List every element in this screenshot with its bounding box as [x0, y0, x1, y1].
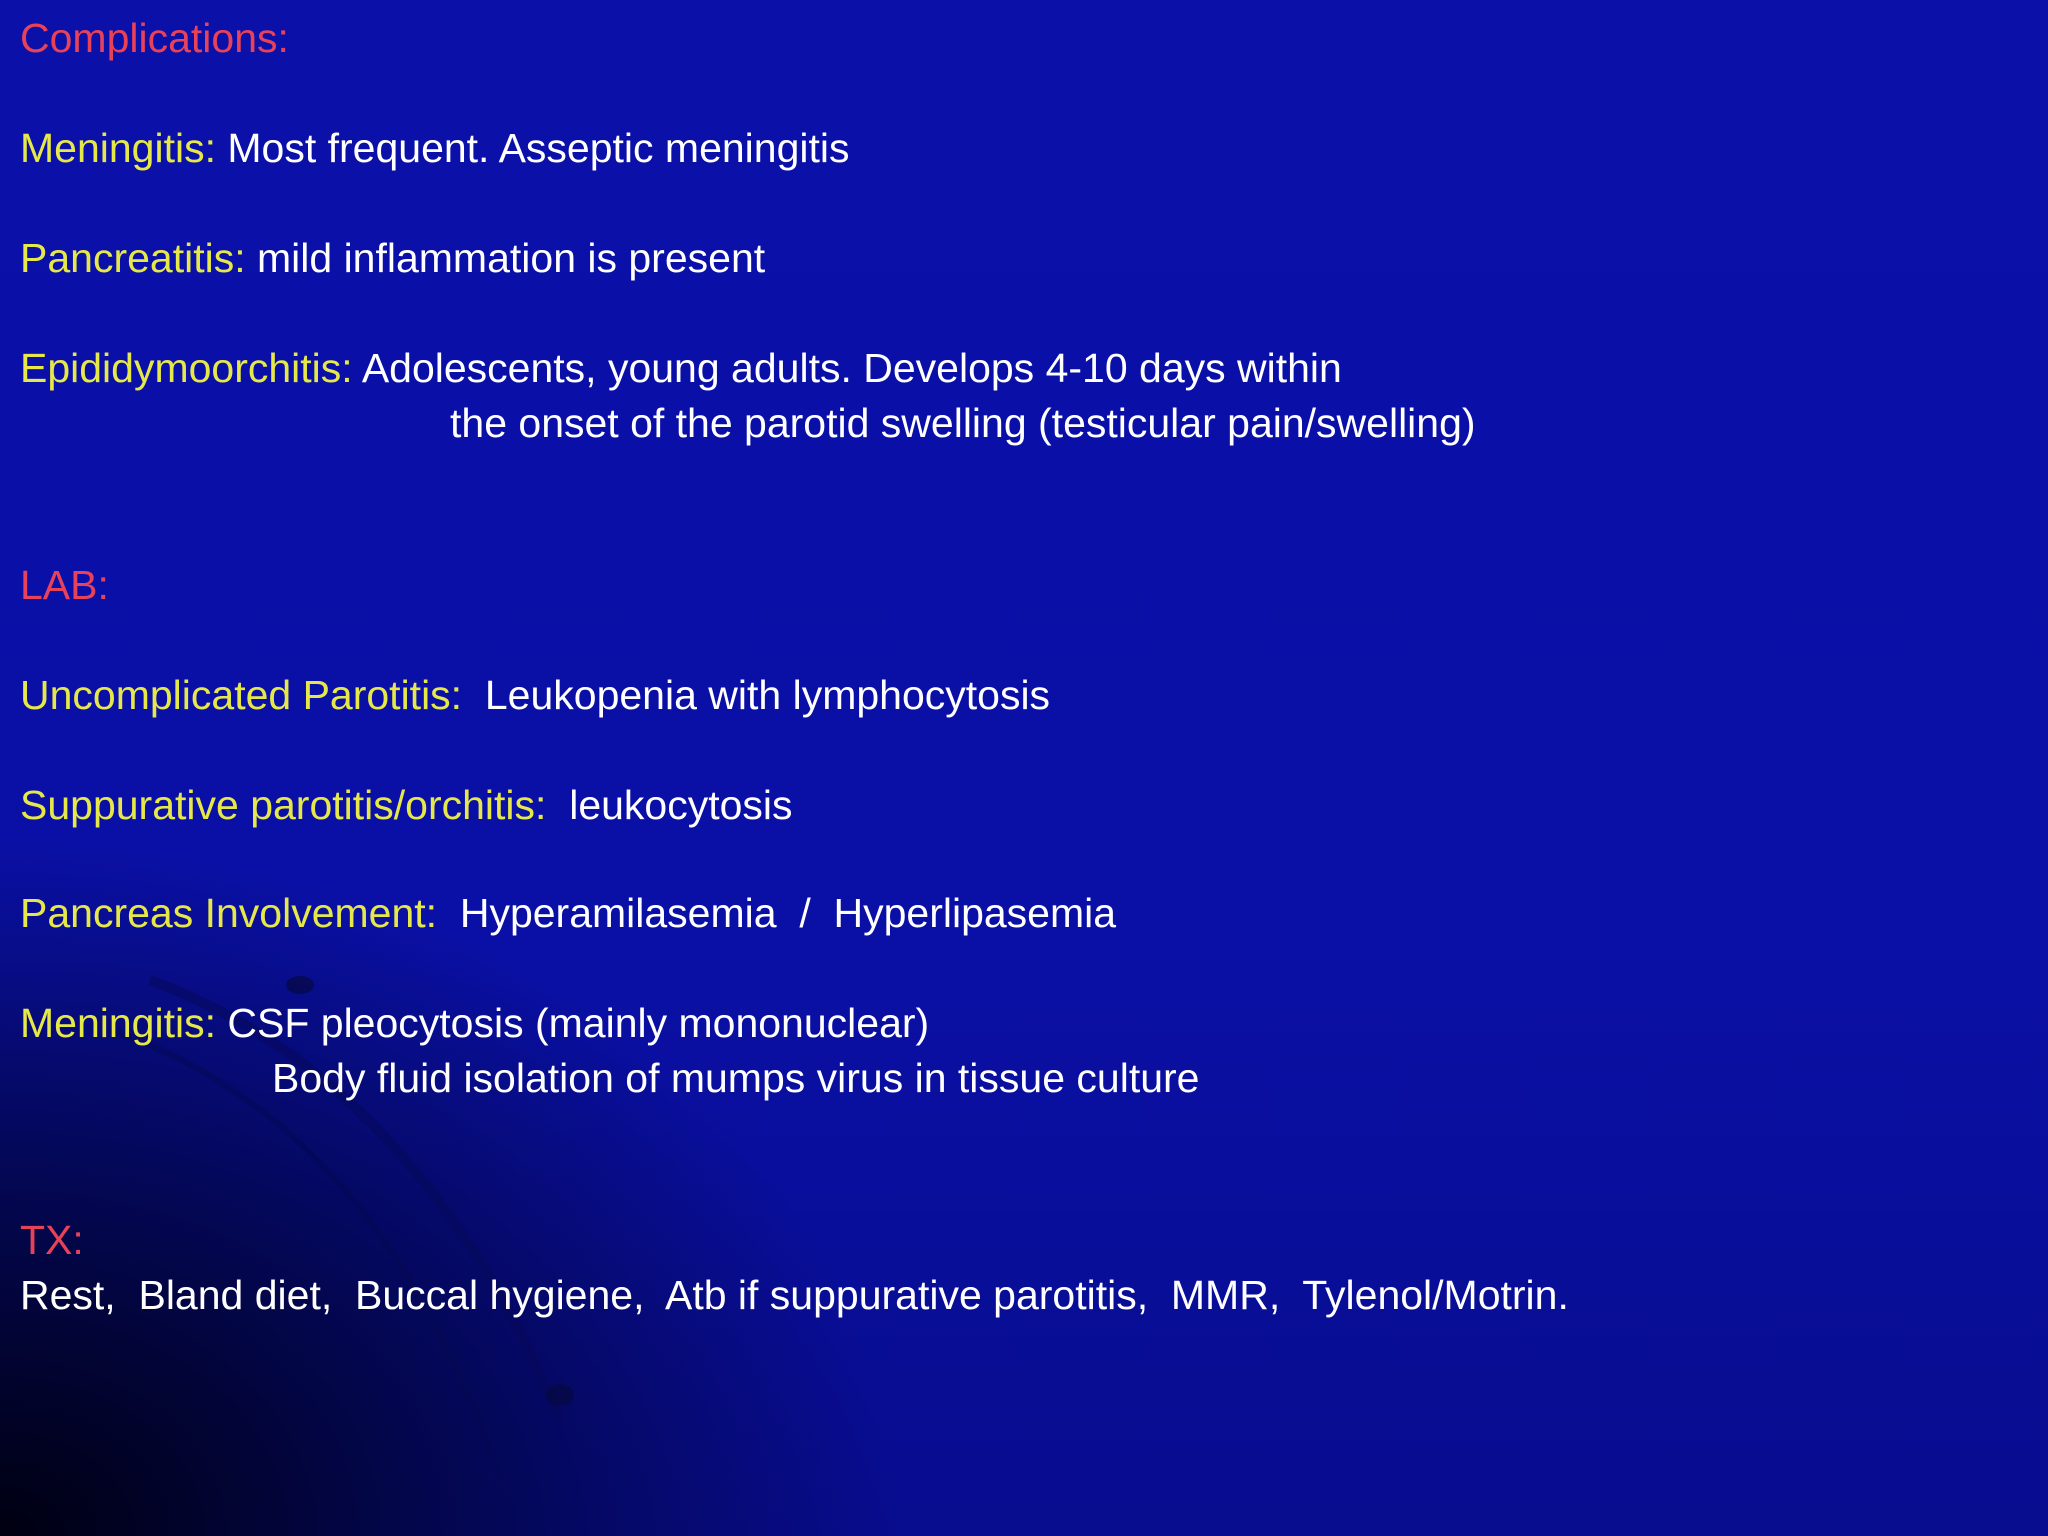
term-label: Suppurative parotitis/orchitis: — [20, 782, 547, 828]
lab-pancreas-involvement — [20, 890, 1117, 936]
term-label: Meningitis: — [20, 125, 216, 171]
term-label: Meningitis: — [20, 1000, 216, 1046]
epididymoorchitis-continuation: the onset of the parotid swelling (testicular pain/swelling) — [450, 400, 1476, 446]
complication-meningitis — [20, 125, 850, 171]
term-description: CSF pleocytosis (mainly mononuclear) — [215, 1000, 930, 1046]
term-label: Epididymoorchitis: — [20, 345, 353, 391]
term-description: mild inflammation is present — [245, 235, 766, 281]
term-label: Pancreatitis: — [20, 235, 246, 281]
term-description: Hyperamilasemia / Hyperlipasemia — [437, 890, 1117, 936]
complication-epididymoorchitis — [20, 345, 1342, 391]
term-label: Pancreas Involvement: — [20, 890, 438, 936]
term-description: Adolescents, young adults. Develops 4-10 days within — [352, 345, 1342, 391]
tx-heading: TX: — [20, 1217, 84, 1263]
lab-suppurative-parotitis — [20, 782, 793, 828]
term-description: Leukopenia with lymphocytosis — [462, 672, 1051, 718]
term-label: Uncomplicated Parotitis: — [20, 672, 463, 718]
lab-uncomplicated-parotitis — [20, 672, 1051, 718]
term-description: Most frequent. Asseptic meningitis — [215, 125, 850, 171]
complication-pancreatitis — [20, 235, 766, 281]
lab-meningitis — [20, 1000, 930, 1046]
complications-heading: Complications: — [20, 15, 289, 61]
lab-meningitis-continuation: Body fluid isolation of mumps virus in tissue culture — [272, 1055, 1200, 1101]
tx-text: Rest, Bland diet, Buccal hygiene, Atb if suppurative parotitis, MMR, Tylenol/Motrin. — [20, 1272, 1569, 1318]
lab-heading: LAB: — [20, 562, 109, 608]
term-description: leukocytosis — [546, 782, 793, 828]
